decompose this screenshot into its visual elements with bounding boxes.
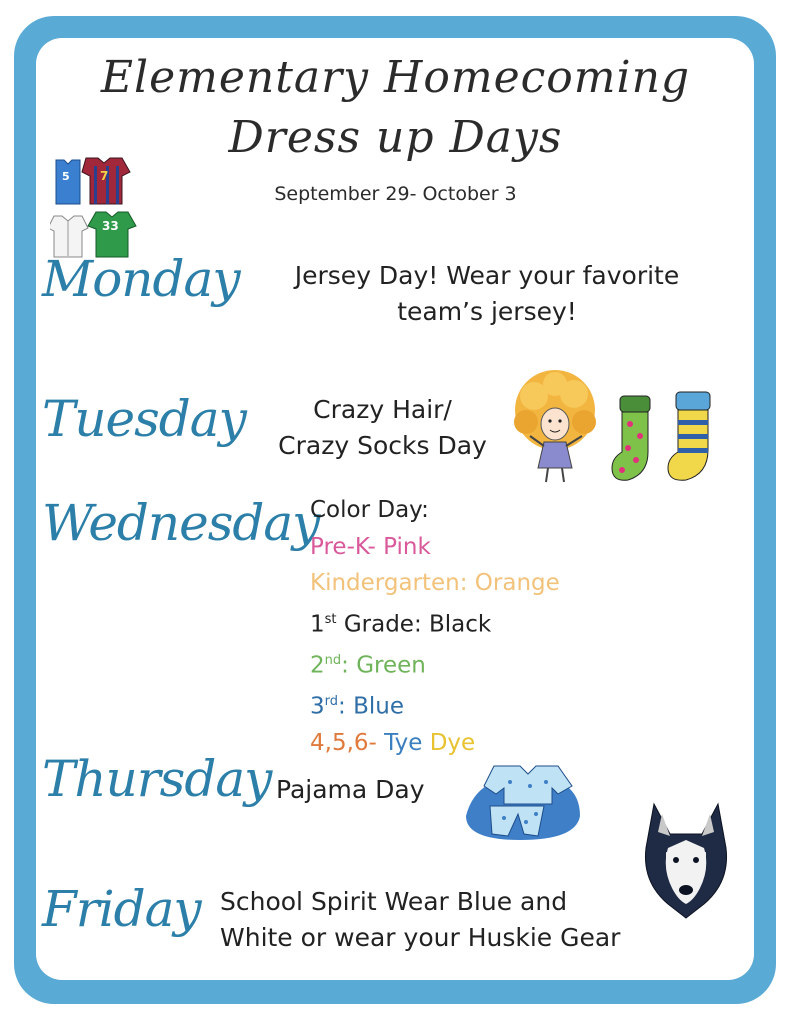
first-grade-color: 1st Grade: Black xyxy=(310,611,492,638)
jersey-number: 33 xyxy=(102,219,119,233)
jersey-number: 5 xyxy=(62,170,70,183)
prek-color: Pre-K- Pink xyxy=(310,533,431,560)
kindergarten-color: Kindergarten: Orange xyxy=(310,570,560,596)
third-grade-color: 3rd: Blue xyxy=(310,693,404,720)
pajama-icon xyxy=(460,756,584,842)
monday-line-2: team’s jersey! xyxy=(397,297,577,327)
friday-description xyxy=(220,884,620,957)
jersey-number: 7 xyxy=(100,169,109,183)
tuesday-line-2: Crazy Socks Day xyxy=(278,431,487,461)
day-thursday: Thursday xyxy=(42,750,272,808)
title-line-2: Dress up Days xyxy=(228,112,563,163)
friday-line-2: White or wear your Huskie Gear xyxy=(220,923,621,953)
friday-line-1: School Spirit Wear Blue and xyxy=(220,887,568,916)
title-line-1: Elementary Homecoming xyxy=(100,52,691,103)
monday-line-1: Jersey Day! Wear your favorite xyxy=(294,261,680,290)
sock-icon xyxy=(610,394,662,486)
wednesday-description xyxy=(310,492,560,761)
jerseys-icon xyxy=(50,156,142,260)
day-monday: Monday xyxy=(42,250,240,308)
day-tuesday: Tuesday xyxy=(42,390,246,448)
tuesday-description xyxy=(250,392,515,465)
monday-description xyxy=(252,258,722,331)
second-grade-color: 2nd: Green xyxy=(310,652,426,679)
husky-icon xyxy=(636,800,736,922)
sock-icon xyxy=(664,390,720,486)
jersey-icon xyxy=(82,158,130,204)
thursday-description: Pajama Day xyxy=(276,775,425,804)
jersey-icon xyxy=(56,160,80,204)
day-wednesday: Wednesday xyxy=(42,494,320,552)
date-range: September 29- October 3 xyxy=(274,183,517,205)
tye-dye-color: 4,5,6- Tye Dye xyxy=(310,729,476,756)
tuesday-line-1: Crazy Hair/ xyxy=(313,395,452,424)
day-friday: Friday xyxy=(42,880,201,938)
crazy-hair-girl-icon xyxy=(504,366,606,488)
color-day-heading: Color Day: xyxy=(310,497,429,523)
